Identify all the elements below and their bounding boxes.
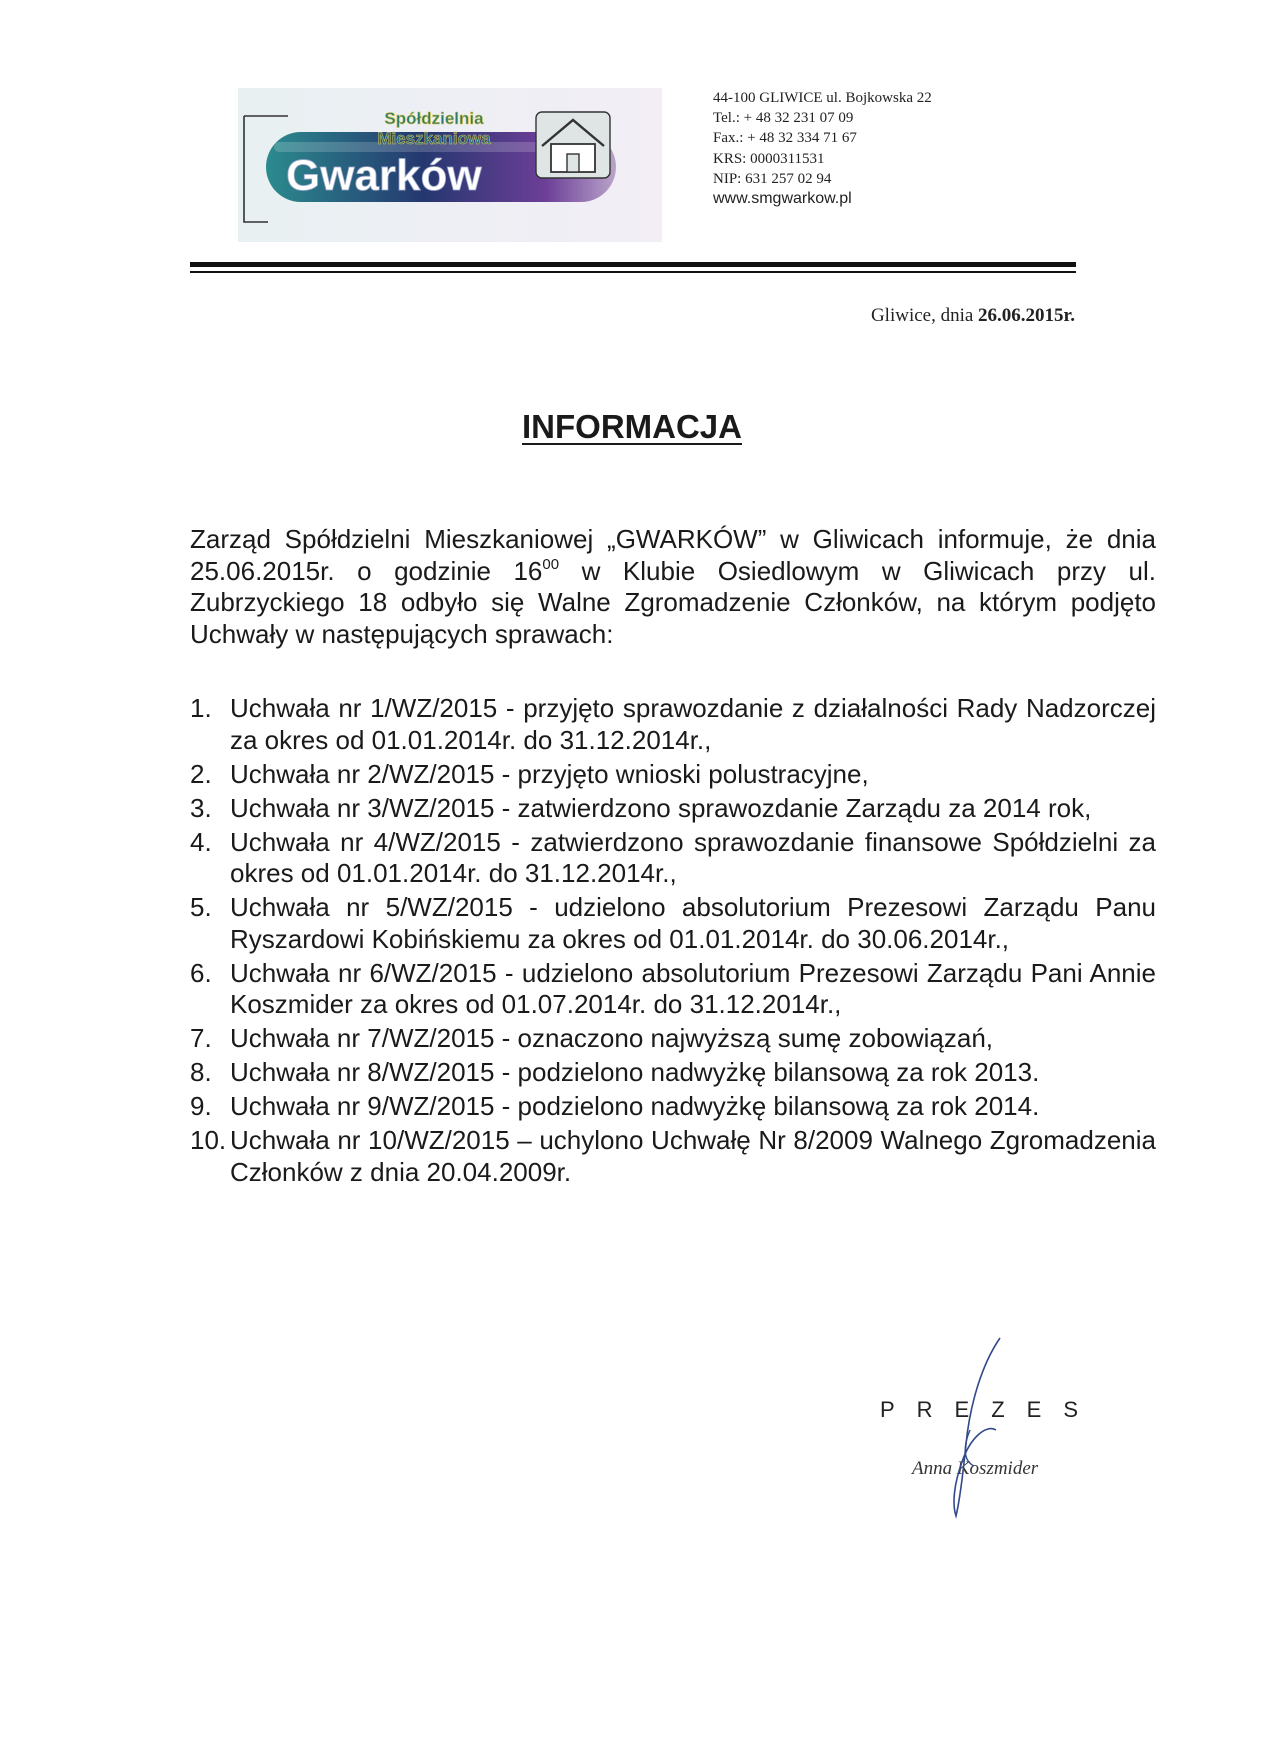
item-number: 1.	[190, 693, 212, 723]
item-number: 2.	[190, 758, 212, 789]
item-text: Uchwała nr 7/WZ/2015 - oznaczono najwyższą sumę zobowiązań,	[230, 1023, 994, 1053]
list-item	[190, 1023, 1156, 1055]
document-date	[871, 305, 1075, 327]
item-text: Uchwała nr 3/WZ/2015 - zatwierdzono sprawozdanie Zarządu za 2014 rok,	[230, 792, 1092, 823]
list-item	[190, 1057, 1156, 1089]
item-number: 9.	[190, 1091, 212, 1121]
item-number: 10.	[190, 1125, 227, 1155]
phone: Tel.: + 48 32 231 07 09	[713, 110, 854, 127]
krs-number: KRS: 0000311531	[713, 150, 825, 167]
list-item	[190, 958, 1156, 1021]
date-value: 26.06.2015r.	[978, 305, 1075, 326]
item-text: Uchwała nr 1/WZ/2015 - przyjęto sprawozdanie z działalności Rady Nadzorczej za okres od 01.01.2014r. do 31.12.2014r.,	[230, 693, 1156, 755]
list-item	[190, 827, 1156, 890]
logo-brand-text: Gwarków	[286, 151, 482, 200]
list-item	[190, 892, 1156, 955]
item-number: 6.	[190, 957, 212, 988]
list-item	[190, 793, 1156, 825]
logo-middle-text: Mieszkaniowa	[377, 129, 491, 148]
logo-top-text: Spółdzielnia	[384, 109, 484, 128]
list-item	[190, 693, 1156, 756]
item-number: 7.	[190, 1023, 212, 1053]
contact-block	[713, 88, 932, 209]
fax: Fax.: + 48 32 334 71 67	[713, 130, 857, 147]
list-item	[190, 1125, 1156, 1188]
item-number: 8.	[190, 1057, 212, 1087]
resolutions-list	[190, 693, 1156, 1191]
item-text: Uchwała nr 2/WZ/2015 - przyjęto wnioski polustracyjne,	[230, 758, 869, 789]
header-divider-thin	[190, 271, 1076, 273]
handwritten-signature	[930, 1334, 1030, 1524]
intro-paragraph	[190, 524, 1156, 650]
intro-part2: w Klubie Osiedlowym w Gliwicach przy ul. Zubrzyckiego 18 odbyło się Walne Zgromadzenie Członków, na którym podjęto Uchwały w następujących sprawach:	[190, 555, 1156, 649]
intro-hour-superscript: 00	[542, 555, 560, 573]
date-prefix: Gliwice, dnia	[870, 305, 974, 326]
item-number: 3.	[190, 792, 212, 823]
list-item	[190, 759, 1156, 791]
item-text: Uchwała nr 6/WZ/2015 - udzielono absolutorium Prezesowi Zarządu Pani Annie Koszmider za okres od 01.07.2014r. do 31.12.2014r.,	[230, 957, 1156, 1019]
item-text: Uchwała nr 10/WZ/2015 – uchylono Uchwałę Nr 8/2009 Walnego Zgromadzenia Członków z dnia 20.04.2009r.	[230, 1125, 1156, 1187]
address: 44-100 GLIWICE ul. Bojkowska 22	[713, 90, 932, 106]
signer-name-stamp: Anna Koszmider	[912, 1458, 1039, 1479]
document-title	[0, 408, 1264, 446]
intro-part1: Zarząd Spółdzielni Mieszkaniowej „GWARKÓW” w Gliwicach informuje, że dnia 25.06.2015r. o godzinie 16	[190, 524, 1156, 586]
item-number: 5.	[190, 892, 212, 922]
gwarkow-logo	[238, 88, 662, 242]
nip-number: NIP: 631 257 02 94	[713, 170, 832, 187]
signature-role-stamp: PREZES	[880, 1397, 1101, 1422]
item-text: Uchwała nr 9/WZ/2015 - podzielono nadwyżkę bilansową za rok 2014.	[230, 1091, 1040, 1121]
title-text: INFORMACJA	[522, 408, 742, 445]
list-item	[190, 1091, 1156, 1123]
item-number: 4.	[190, 826, 212, 857]
website-link[interactable]: www.smgwarkow.pl	[713, 190, 852, 208]
item-text: Uchwała nr 4/WZ/2015 - zatwierdzono sprawozdanie finansowe Spółdzielni za okres od 01.01.2014r. do 31.12.2014r.,	[230, 826, 1156, 888]
house-icon	[536, 112, 610, 178]
item-text: Uchwała nr 5/WZ/2015 - udzielono absolutorium Prezesowi Zarządu Panu Ryszardowi Kobińskiemu za okres od 01.01.2014r. do 30.06.2014r.,	[230, 892, 1156, 954]
header-divider-thick	[190, 262, 1076, 267]
item-text: Uchwała nr 8/WZ/2015 - podzielono nadwyżkę bilansową za rok 2013.	[230, 1057, 1040, 1087]
